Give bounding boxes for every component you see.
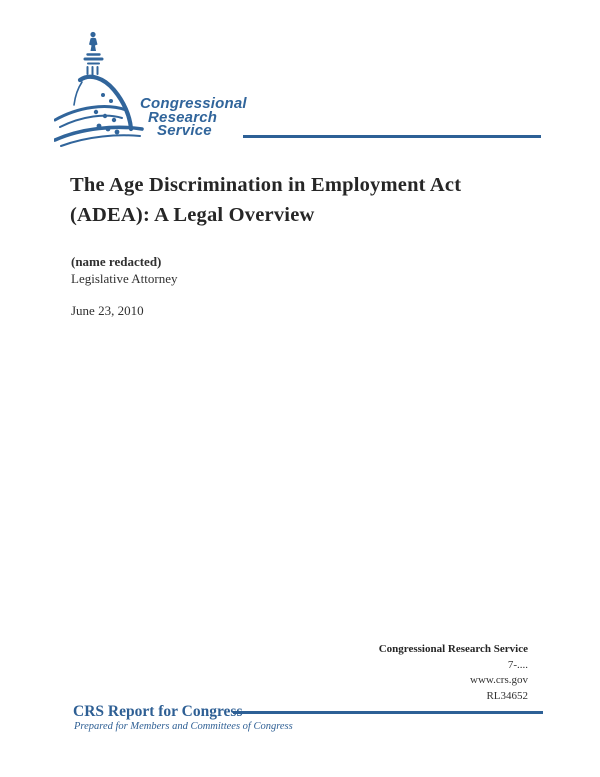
author-name: (name redacted) [71,254,162,269]
report-date: June 23, 2010 [71,303,144,318]
report-title [70,170,461,230]
footer-rule [233,711,543,714]
footer-publisher: Congressional Research Service [378,643,528,655]
crs-report-banner: CRS Report for Congress [73,703,243,720]
wordmark-line-2: Research [148,108,218,126]
footer-report-number: RL34652 [486,690,528,703]
footer-website: www.crs.gov [470,674,528,687]
report-title-line-2: (ADEA): A Legal Overview [70,204,315,226]
crs-wordmark [140,97,247,138]
wordmark-line-1: Congressional [140,95,247,112]
footer-publisher-block [379,642,528,705]
header-rule [243,135,541,138]
footer-phone: 7-.... [507,658,528,671]
capitol-dome-logo-icon [54,28,154,148]
report-title-line-1: The Age Discrimination in Employment Act [70,174,462,196]
wordmark-line-3: Service [157,122,212,139]
footer-tagline: Prepared for Members and Committees of Congress [74,721,293,732]
author-role: Legislative Attorney [71,271,178,286]
author-block [71,253,178,287]
